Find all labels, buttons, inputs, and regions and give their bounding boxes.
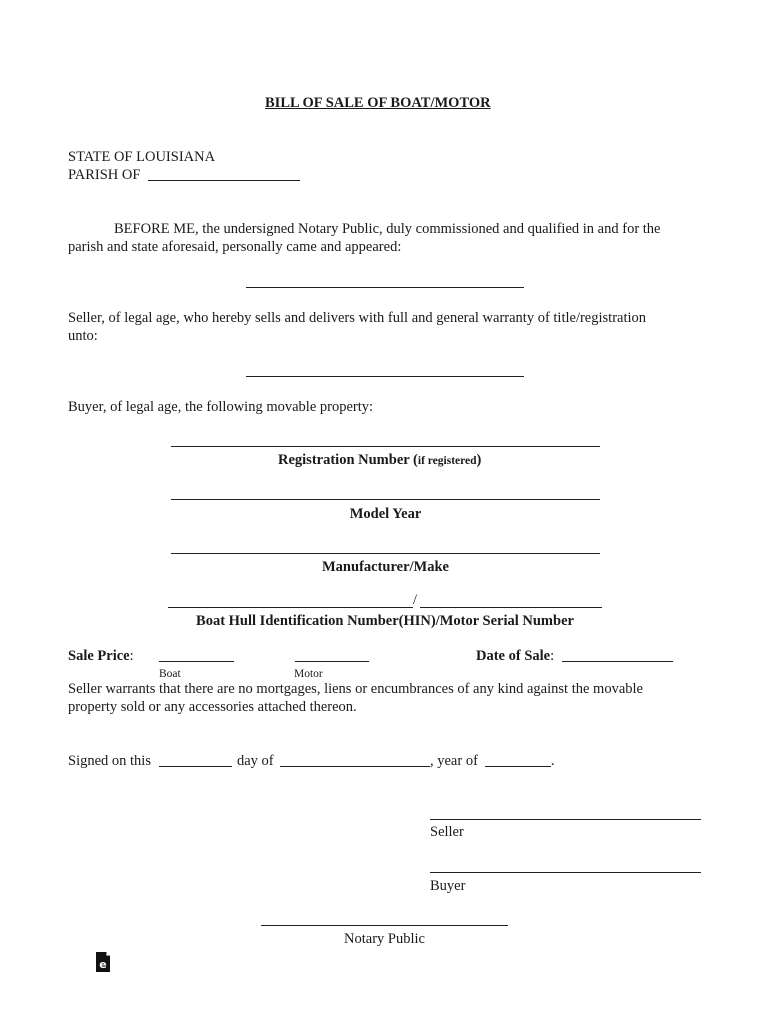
sale-price-text: Sale Price: [68, 648, 130, 664]
model-year-label: Model Year: [349, 506, 422, 522]
motor-serial-field[interactable]: [420, 607, 602, 608]
year-of-label: , year of: [430, 753, 478, 769]
date-of-sale-colon: :: [550, 648, 555, 664]
sale-price-label: [68, 647, 134, 665]
signed-period: .: [551, 753, 555, 769]
document-title: BILL OF SALE OF BOAT/MOTOR: [265, 95, 491, 111]
hull-id-field[interactable]: [168, 607, 413, 608]
intro-line-1: BEFORE ME, the undersigned Notary Public, duly commissioned and qualified in and for the: [114, 221, 661, 237]
intro-line-2: parish and state aforesaid, personally came and appeared:: [68, 239, 402, 255]
state-line: STATE OF LOUISIANA: [68, 149, 216, 165]
sale-price-colon: :: [129, 648, 134, 664]
boat-label: Boat: [159, 668, 181, 680]
registration-close: ): [476, 452, 482, 468]
warranty-line-1: Seller warrants that there are no mortgages, liens or encumbrances of any kind against the movable: [68, 681, 643, 697]
warranty-line-2: property sold or any accessories attached thereon.: [68, 699, 357, 715]
notary-signature-field[interactable]: [261, 925, 508, 926]
model-year-field[interactable]: [171, 499, 600, 500]
hull-label: Boat Hull Identification Number(HIN)/Motor Serial Number: [196, 613, 574, 629]
manufacturer-label: Manufacturer/Make: [322, 559, 449, 575]
manufacturer-field[interactable]: [171, 553, 600, 554]
eforms-logo-icon: [95, 951, 111, 973]
date-of-sale-label: [476, 647, 554, 665]
motor-price-field[interactable]: [295, 661, 369, 662]
motor-label: Motor: [294, 668, 323, 680]
day-of-label: day of: [237, 753, 274, 769]
buyer-signature-field[interactable]: [430, 872, 701, 873]
parish-label: PARISH OF: [68, 167, 141, 183]
date-of-sale-field[interactable]: [562, 661, 673, 662]
signed-month-field[interactable]: [280, 766, 430, 767]
seller-signature-field[interactable]: [430, 819, 701, 820]
buyer-signature-label: Buyer: [430, 878, 466, 894]
document-icon: [95, 951, 111, 973]
notary-label: Notary Public: [344, 931, 425, 947]
registration-label-text: Registration Number (: [278, 452, 418, 468]
seller-line-1: Seller, of legal age, who hereby sells and delivers with full and general warranty of title/registration: [68, 310, 647, 326]
parish-field[interactable]: [148, 180, 300, 181]
signed-day-field[interactable]: [159, 766, 232, 767]
seller-line-2: unto:: [68, 328, 98, 344]
date-of-sale-text: Date of Sale: [476, 648, 551, 664]
signed-year-field[interactable]: [485, 766, 551, 767]
registration-number-field[interactable]: [171, 446, 600, 447]
registration-note: if registered: [417, 455, 477, 467]
hull-separator: /: [413, 592, 418, 608]
seller-signature-label: Seller: [430, 824, 464, 840]
signed-on-label: Signed on this: [68, 753, 151, 769]
boat-price-field[interactable]: [159, 661, 234, 662]
seller-name-field[interactable]: [246, 287, 524, 288]
buyer-line: Buyer, of legal age, the following movable property:: [68, 399, 374, 415]
logo-letter: e: [99, 958, 107, 971]
buyer-name-field[interactable]: [246, 376, 524, 377]
registration-number-label: [278, 451, 481, 470]
